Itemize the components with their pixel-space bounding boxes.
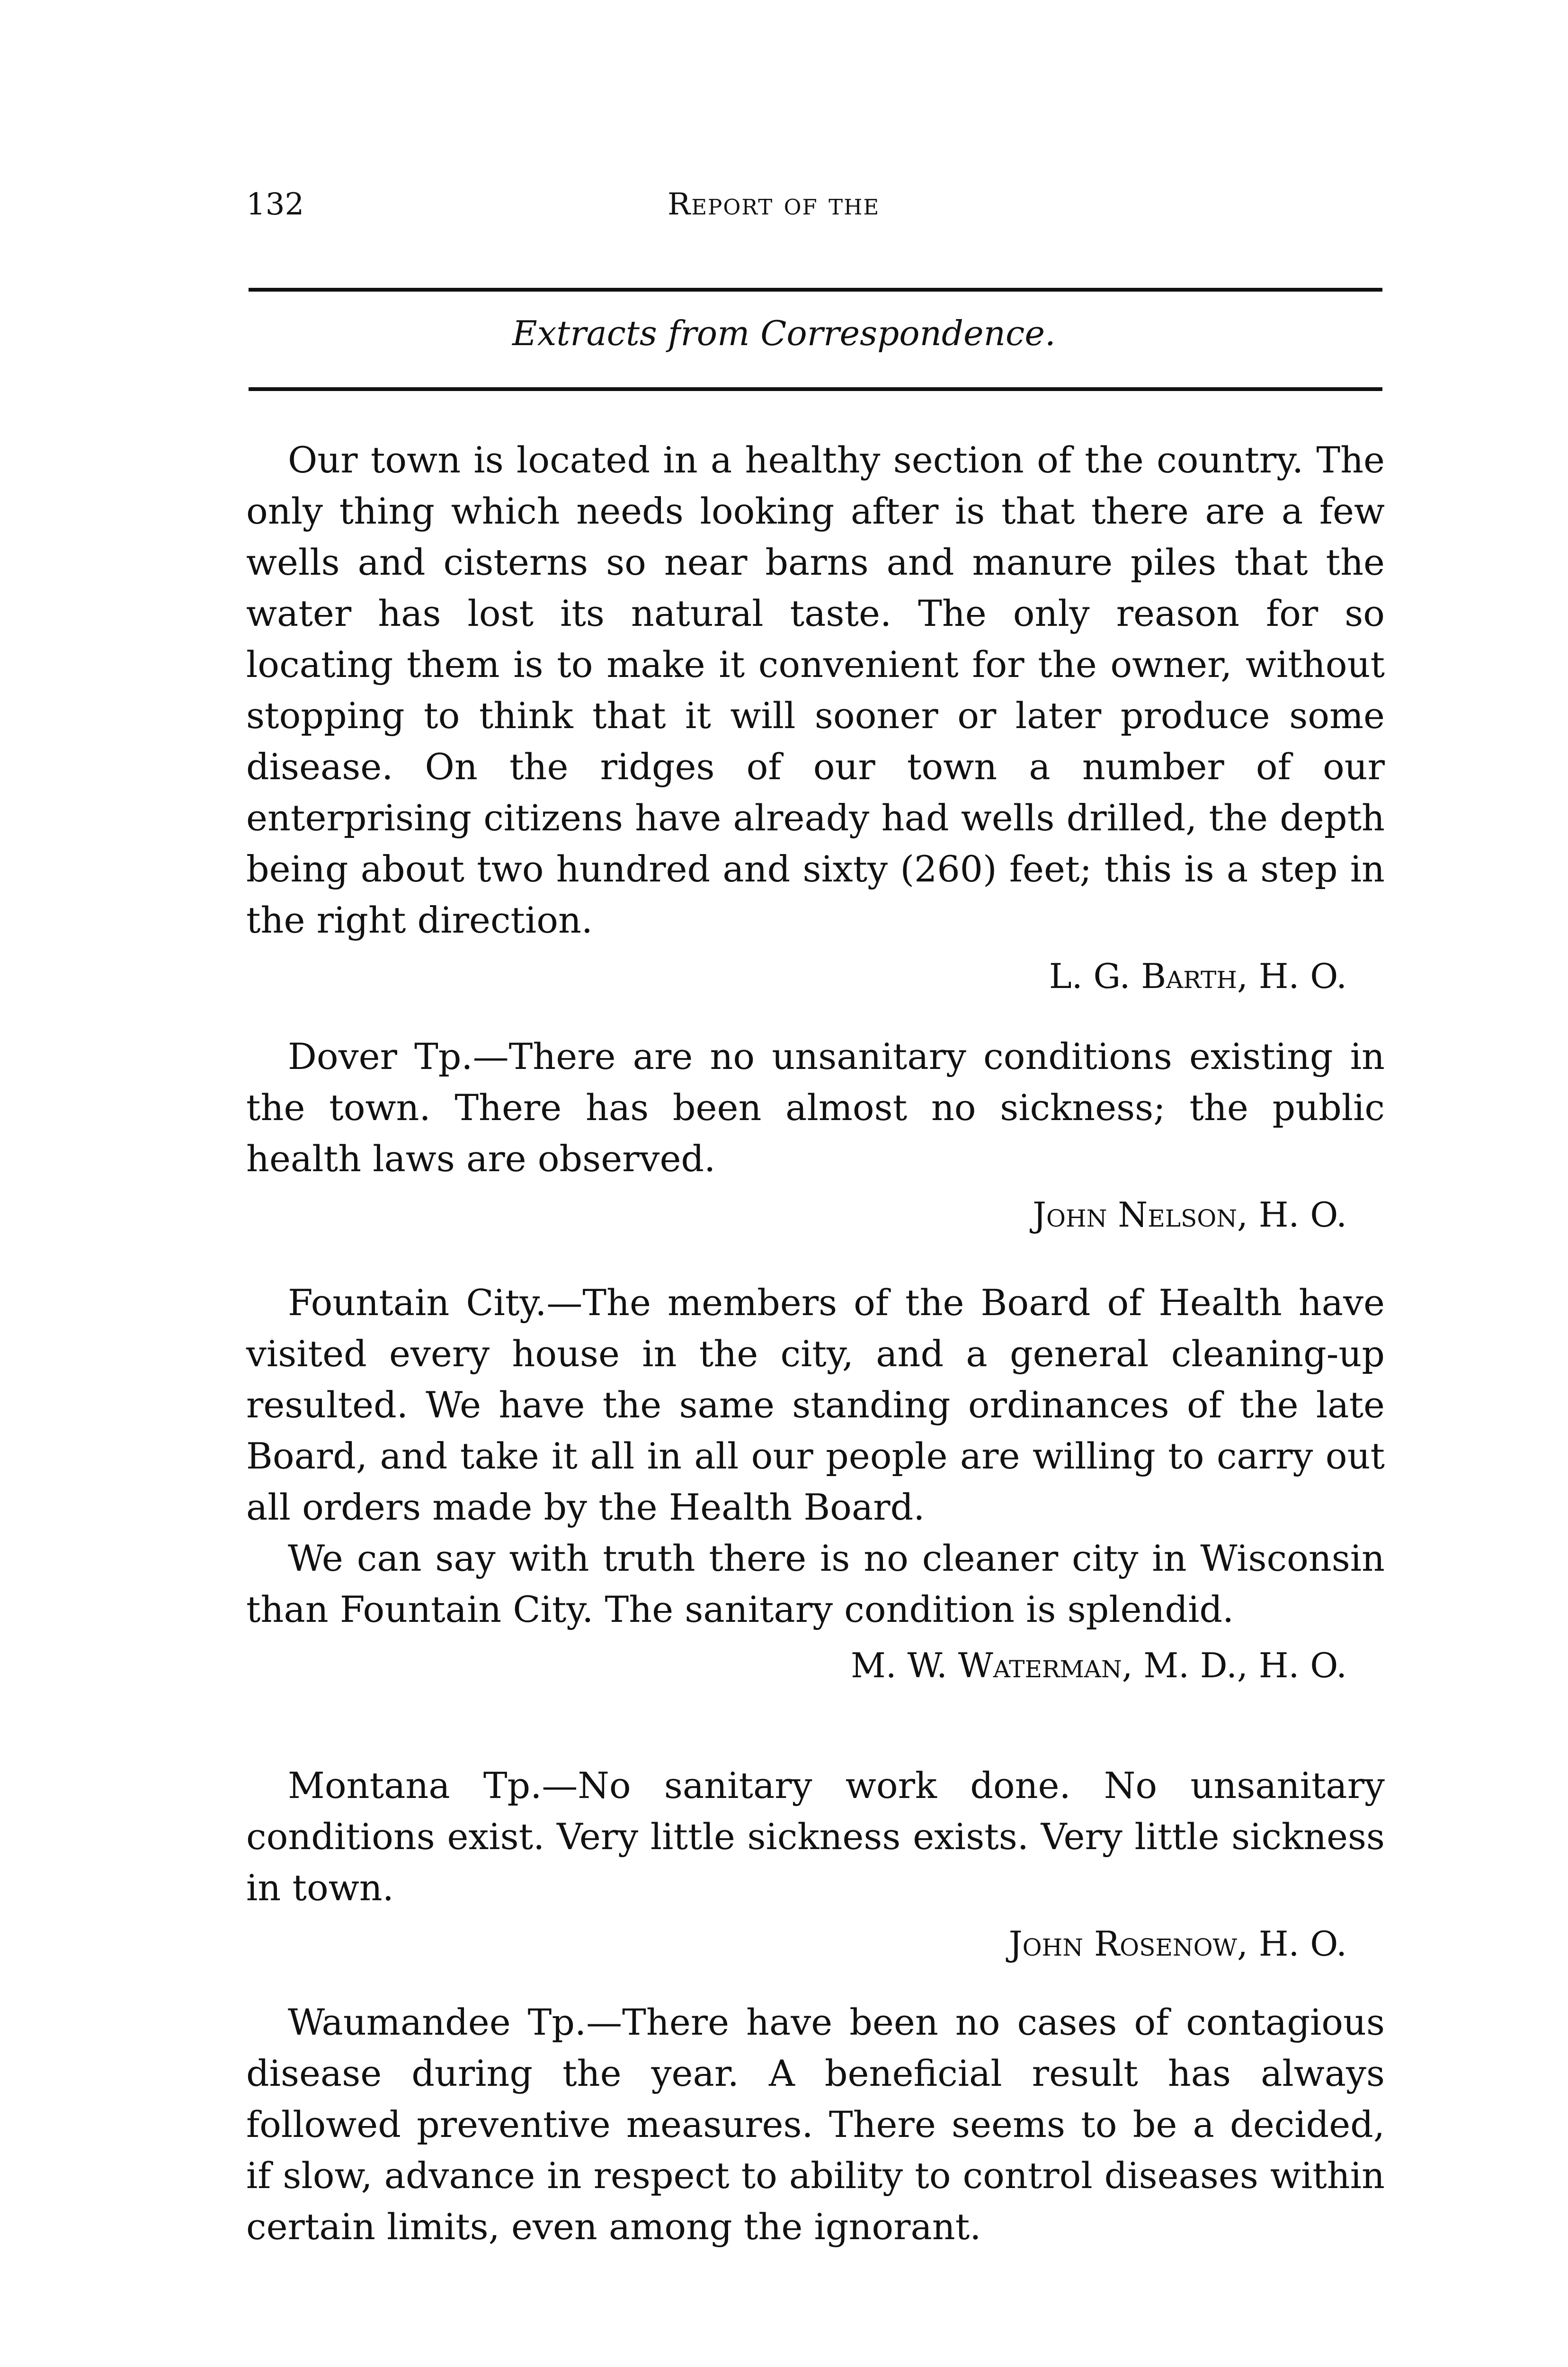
letter-entry-dover: [246, 1031, 1385, 1238]
letter-entry-town: [246, 435, 1385, 1000]
entry-signature: John Rosenow, H. O.: [1008, 1924, 1347, 1964]
entry-paragraph: Montana Tp.—No sanitary work done. No unsanitary conditions exist. Very little sickness exists. Very little sickness in town.: [246, 1764, 1385, 1909]
letter-entry-montana: [246, 1760, 1385, 1967]
entry-signature: M. W. Waterman, M. D., H. O.: [851, 1646, 1347, 1685]
entry-signature: L. G. Barth, H. O.: [1049, 956, 1347, 996]
entry-paragraph: Waumandee Tp.—There have been no cases of contagious disease during the year. A beneficial result has always followed preventive measures. There seems to be a decided, if slow, advance in respect to ability to control diseases within certain limits, even among the ignorant.: [246, 2001, 1385, 2248]
entry-paragraph: Fountain City.—The members of the Board of Health have visited every house in the city, and a general cleaning-up resulted. We have the same standing ordinances of the late Board, and take it all in all our people are willing to carry out all orders made by the Health Board.: [246, 1281, 1385, 1528]
entry-paragraph: Dover Tp.—There are no unsanitary conditions existing in the town. There has been almost no sickness; the public health laws are observed.: [246, 1035, 1385, 1180]
section-title: Extracts from Correspondence.: [512, 313, 1056, 353]
running-head: Report of the: [668, 187, 880, 222]
entry-paragraph: We can say with truth there is no cleaner city in Wisconsin than Fountain City. The sanitary condition is splendid.: [246, 1537, 1385, 1630]
section-top-rule: [249, 288, 1382, 292]
entry-paragraph: Our town is located in a healthy section of the country. The only thing which needs looking after is that there are a few wells and cisterns so near barns and manure piles that the water has lost its natural taste. The only reason for so locating them is to make it convenient for the owner, without stopping to think that it will sooner or later produce some disease. On the ridges of our town a number of our enterprising citizens have already had wells drilled, the depth being about two hundred and sixty (260) feet; this is a step in the right direction.: [246, 439, 1385, 941]
entry-signature: John Nelson, H. O.: [1033, 1195, 1347, 1235]
page-number: 132: [246, 187, 304, 222]
letter-entry-waumandee: [246, 1997, 1385, 2252]
letter-entry-fountain-city: [246, 1277, 1385, 1689]
section-bottom-rule: [249, 387, 1382, 391]
